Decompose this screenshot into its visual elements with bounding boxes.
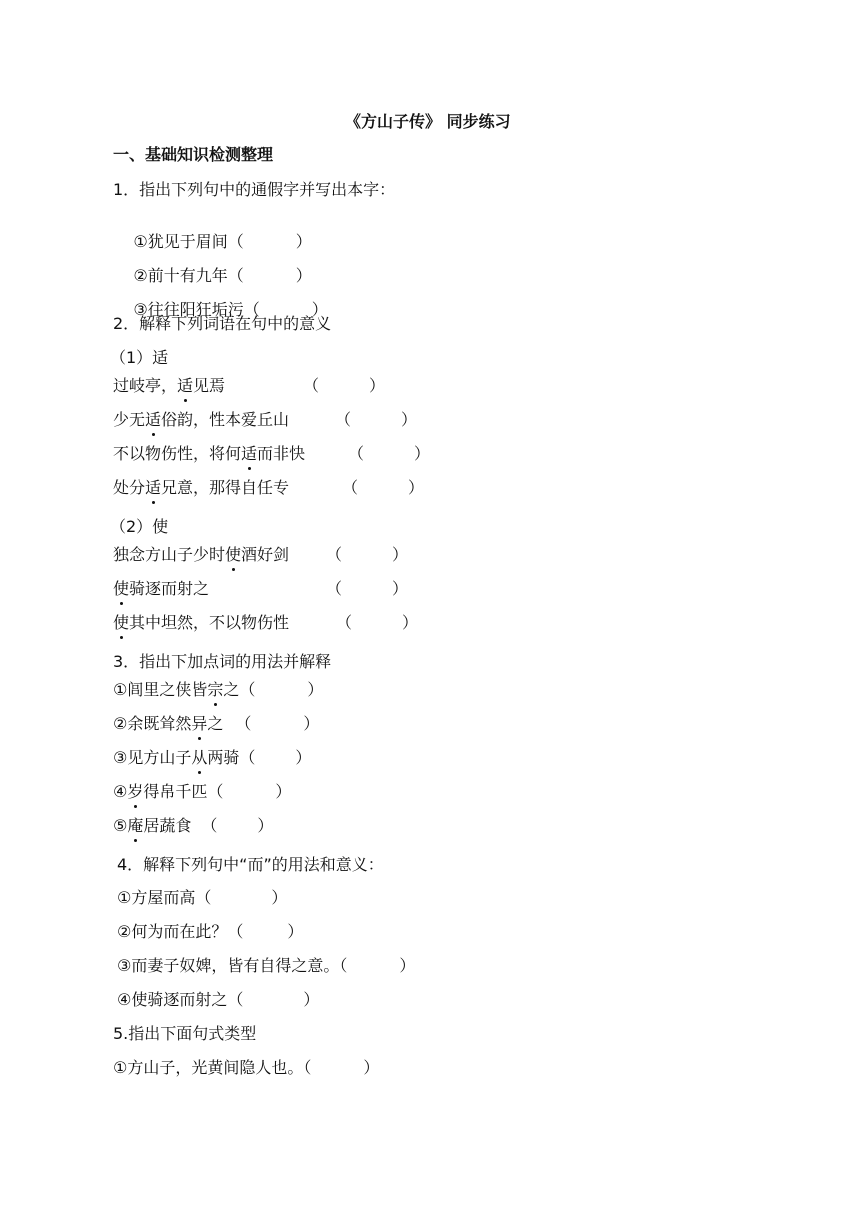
item-text: ③见方山子 xyxy=(113,748,192,767)
answer-paren-close: ） xyxy=(287,922,304,941)
answer-paren-open: （ xyxy=(335,410,352,429)
answer-paren-close: ） xyxy=(401,410,418,429)
question-1-stem: 1．指出下列句中的通假字并写出本字： xyxy=(113,180,396,199)
answer-paren-open: （ xyxy=(243,300,260,319)
item-text: 少无 xyxy=(113,410,146,429)
item-text: 兄意，那得自任专 xyxy=(161,478,290,497)
answer-paren-open: （ xyxy=(235,714,252,733)
answer-parens xyxy=(303,376,385,396)
question-4-stem: 4．解释下列句中“而”的用法和意义： xyxy=(117,855,384,874)
section-heading: 一、基础知识检测整理 xyxy=(113,145,274,164)
question-4-item xyxy=(117,956,415,976)
item-text: 酒好剑 xyxy=(241,545,290,564)
answer-paren-open: （ xyxy=(239,680,256,699)
answer-paren-open: （ xyxy=(207,782,224,801)
item-text: 之 xyxy=(207,714,224,733)
question-2-item xyxy=(113,410,289,430)
item-text: ①犹见于眉间 xyxy=(133,232,228,251)
emphasized-word: 使 xyxy=(225,545,242,564)
answer-paren-open: （ xyxy=(326,579,343,598)
emphasized-word: 适 xyxy=(241,444,258,463)
question-3-stem: 3．指出下加点词的用法并解释 xyxy=(113,652,332,671)
emphasized-word: 适 xyxy=(145,410,162,429)
item-text: ②余既耸然 xyxy=(113,714,192,733)
emphasized-word: 异 xyxy=(191,714,208,733)
question-4-item xyxy=(117,922,303,942)
emphasized-word: 适 xyxy=(145,478,162,497)
emphasized-word: 从 xyxy=(191,748,208,767)
item-text: 其中坦然，不以物伤性 xyxy=(129,613,290,632)
answer-paren-open: （ xyxy=(303,376,320,395)
question-2-stem: 2．解释下列词语在句中的意义 xyxy=(113,314,332,333)
answer-paren-close: ） xyxy=(295,232,312,251)
answer-paren-close: ） xyxy=(408,478,425,497)
question-4-item xyxy=(117,888,287,908)
answer-paren-open: （ xyxy=(239,748,256,767)
answer-parens xyxy=(335,410,417,430)
item-text: ②前十有九年 xyxy=(133,266,228,285)
item-text: 得帛千匹 xyxy=(143,782,208,801)
answer-paren-close: ） xyxy=(402,613,419,632)
item-text: 俗韵，性本爱丘山 xyxy=(161,410,290,429)
answer-paren-close: ） xyxy=(392,579,409,598)
question-3-item xyxy=(113,714,319,734)
emphasized-word: 使 xyxy=(113,579,130,598)
answer-paren-open: （ xyxy=(336,613,353,632)
question-2-group-label: （2）使 xyxy=(110,517,169,536)
answer-paren-open: （ xyxy=(326,545,343,564)
answer-paren-open: （ xyxy=(201,816,218,835)
answer-paren-open: （ xyxy=(227,922,244,941)
answer-parens xyxy=(326,579,408,599)
answer-paren-close: ） xyxy=(275,782,292,801)
emphasized-word: 庵 xyxy=(127,816,144,835)
answer-paren-open: （ xyxy=(227,266,244,285)
item-text: 两骑 xyxy=(207,748,240,767)
question-2-item xyxy=(113,478,289,498)
answer-paren-close: ） xyxy=(303,714,320,733)
question-3-item xyxy=(113,680,323,700)
answer-paren-open: （ xyxy=(227,990,244,1009)
answer-parens xyxy=(336,613,418,633)
question-3-item xyxy=(113,782,291,802)
answer-paren-close: ） xyxy=(271,888,288,907)
item-text: 不以物伤性，将何 xyxy=(113,444,242,463)
item-text: ①闾里之侠皆 xyxy=(113,680,208,699)
answer-paren-close: ） xyxy=(295,748,312,767)
item-text: 骑逐而射之 xyxy=(129,579,210,598)
emphasized-word: 使 xyxy=(113,613,130,632)
item-text: 见焉 xyxy=(193,376,226,395)
question-3-item xyxy=(113,816,273,836)
item-text: ①方山子，光黄间隐人也。 xyxy=(113,1058,304,1077)
item-text: ③往往阳狂垢污 xyxy=(133,300,244,319)
emphasized-word: 适 xyxy=(177,376,194,395)
answer-paren-close: ） xyxy=(307,680,324,699)
item-text: ⑤ xyxy=(113,816,128,835)
page-title: 《方山子传》 同步练习 xyxy=(345,112,511,131)
question-4-item xyxy=(117,990,319,1010)
answer-paren-close: ） xyxy=(392,545,409,564)
item-text: ②何为而在此？ xyxy=(117,922,228,941)
answer-paren-close: ） xyxy=(303,990,320,1009)
item-text: 独念方山子少时 xyxy=(113,545,226,564)
item-text: 过岐亭， xyxy=(113,376,178,395)
question-2-item xyxy=(113,613,289,633)
answer-paren-close: ） xyxy=(295,266,312,285)
question-2-item xyxy=(113,545,289,565)
emphasized-word: 宗 xyxy=(207,680,224,699)
question-3-item xyxy=(113,748,311,768)
answer-paren-close: ） xyxy=(311,300,328,319)
answer-paren-close: ） xyxy=(414,444,431,463)
question-5-item xyxy=(113,1058,379,1078)
answer-paren-open: （ xyxy=(348,444,365,463)
answer-parens xyxy=(348,444,430,464)
item-text: 而非快 xyxy=(257,444,306,463)
answer-paren-open: （ xyxy=(227,232,244,251)
answer-paren-open: （ xyxy=(195,888,212,907)
item-text: 处分 xyxy=(113,478,146,497)
item-text: 之 xyxy=(223,680,240,699)
answer-parens xyxy=(342,478,424,498)
answer-paren-open: （ xyxy=(342,478,359,497)
question-2-item xyxy=(113,444,305,464)
answer-paren-open: （ xyxy=(339,956,348,975)
question-2-item xyxy=(113,579,209,599)
question-5-stem: 5.指出下面句式类型 xyxy=(113,1024,257,1043)
item-text: ④使骑逐而射之 xyxy=(117,990,228,1009)
answer-parens xyxy=(326,545,408,565)
answer-paren-close: ） xyxy=(369,376,386,395)
answer-paren-close: ） xyxy=(399,956,416,975)
item-text: ④ xyxy=(113,782,128,801)
question-2-item xyxy=(113,376,225,396)
answer-paren-close: ） xyxy=(363,1058,380,1077)
question-2-group-label: （1）适 xyxy=(110,348,169,367)
emphasized-word: 岁 xyxy=(127,782,144,801)
item-text: 居蔬食 xyxy=(143,816,192,835)
answer-paren-close: ） xyxy=(257,816,274,835)
answer-paren-open: （ xyxy=(303,1058,312,1077)
item-text: ①方屋而高 xyxy=(117,888,196,907)
item-text: ③而妻子奴婢，皆有自得之意。 xyxy=(117,956,340,975)
